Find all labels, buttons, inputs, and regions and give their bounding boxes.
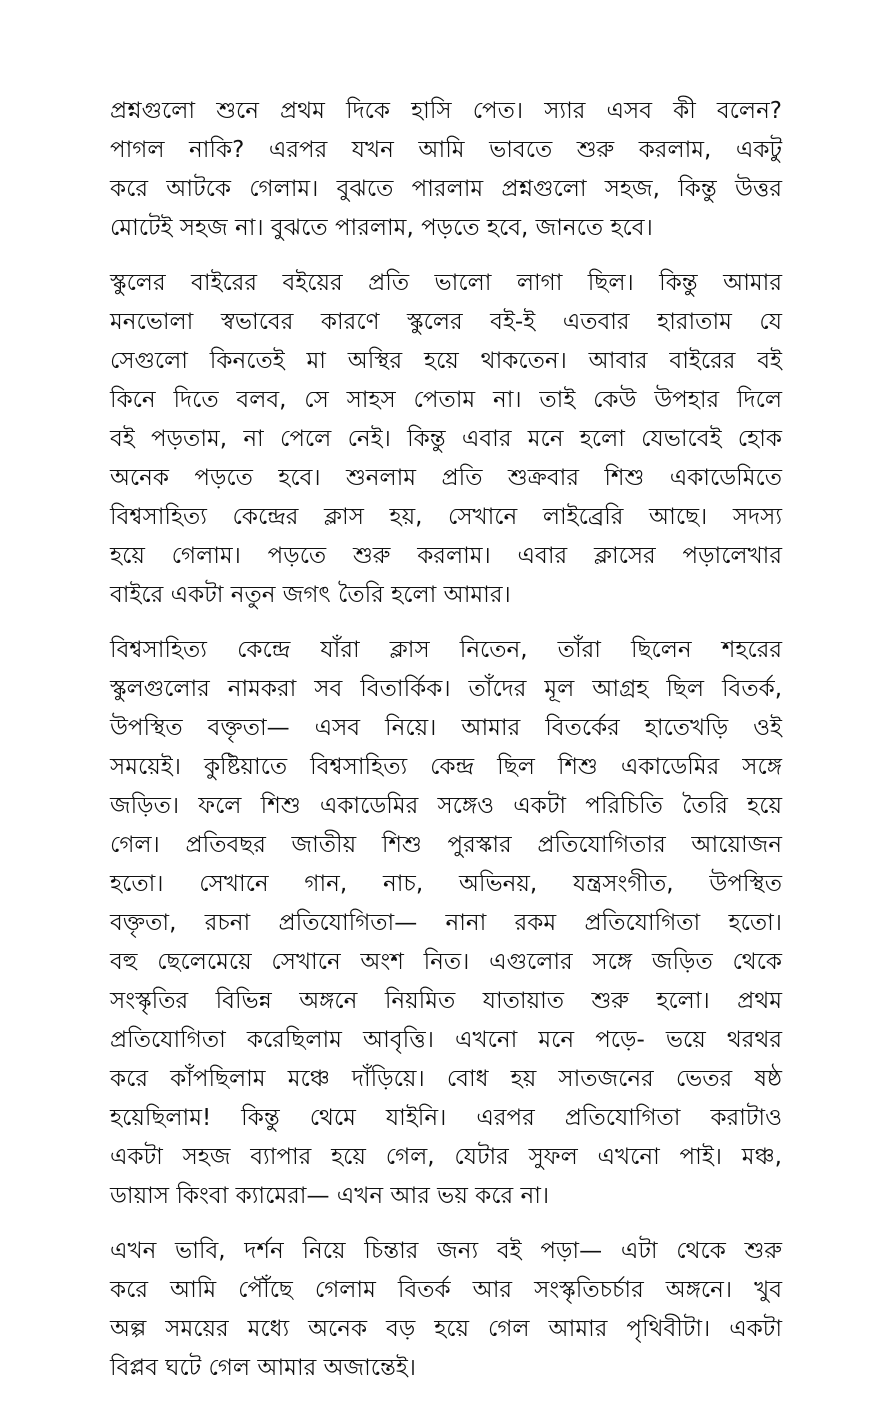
text-line: করে আমি পৌঁছে গেলাম বিতর্ক আর সংস্কৃতিচর্চার অঙ্গনে। খুব bbox=[110, 1277, 782, 1303]
text-line: গেল। প্রতিবছর জাতীয় শিশু পুরস্কার প্রতিযোগিতার আয়োজন bbox=[110, 832, 782, 858]
text-line: বিশ্বসাহিত্য কেন্দ্রের ক্লাস হয়, সেখানে লাইব্রেরি আছে। সদস্য bbox=[110, 504, 782, 530]
paragraph-1 bbox=[110, 92, 782, 248]
text-line: হয়েছিলাম! কিন্তু থেমে যাইনি। এরপর প্রতিযোগিতা করাটাও bbox=[110, 1105, 782, 1131]
text-line: মনভোলা স্বভাবের কারণে স্কুলের বই-ই এতবার হারাতাম যে bbox=[110, 309, 782, 335]
text-line: করে আটকে গেলাম। বুঝতে পারলাম প্রশ্নগুলো সহজ, কিন্তু উত্তর bbox=[110, 176, 782, 202]
text-line: হয়ে গেলাম। পড়তে শুরু করলাম। এবার ক্লাসের পড়ালেখার bbox=[110, 543, 782, 569]
text-line: অনেক পড়তে হবে। শুনলাম প্রতি শুক্রবার শিশু একাডেমিতে bbox=[110, 465, 782, 491]
text-line: অল্প সময়ের মধ্যে অনেক বড় হয়ে গেল আমার পৃথিবীটা। একটা bbox=[110, 1316, 782, 1342]
text-line: স্কুলগুলোর নামকরা সব বিতার্কিক। তাঁদের মূল আগ্রহ ছিল বিতর্ক, bbox=[110, 676, 782, 702]
text-line: একটা সহজ ব্যাপার হয়ে গেল, যেটার সুফল এখনো পাই। মঞ্চ, bbox=[110, 1144, 782, 1170]
text-line: বক্তৃতা, রচনা প্রতিযোগিতা— নানা রকম প্রতিযোগিতা হতো। bbox=[110, 910, 782, 936]
text-line: বিশ্বসাহিত্য কেন্দ্রে যাঁরা ক্লাস নিতেন, তাঁরা ছিলেন শহরের bbox=[110, 637, 782, 663]
text-line: সংস্কৃতির বিভিন্ন অঙ্গনে নিয়মিত যাতায়াত শুরু হলো। প্রথম bbox=[110, 988, 782, 1014]
text-line: ডায়াস কিংবা ক্যামেরা— এখন আর ভয় করে না। bbox=[110, 1183, 550, 1209]
text-line: মোটেই সহজ না। বুঝতে পারলাম, পড়তে হবে, জানতে হবে। bbox=[110, 215, 653, 241]
text-line: জড়িত। ফলে শিশু একাডেমির সঙ্গেও একটা পরিচিতি তৈরি হয়ে bbox=[110, 793, 782, 819]
text-line: এখন ভাবি, দর্শন নিয়ে চিন্তার জন্য বই পড়া— এটা থেকে শুরু bbox=[110, 1238, 782, 1264]
text-line: বহু ছেলেমেয়ে সেখানে অংশ নিত। এগুলোর সঙ্গে জড়িত থেকে bbox=[110, 949, 782, 975]
paragraph-2 bbox=[110, 264, 782, 615]
text-line: প্রতিযোগিতা করেছিলাম আবৃত্তি। এখনো মনে পড়ে- ভয়ে থরথর bbox=[110, 1027, 782, 1053]
text-line: হতো। সেখানে গান, নাচ, অভিনয়, যন্ত্রসংগীত, উপস্থিত bbox=[110, 871, 782, 897]
paragraph-4 bbox=[110, 1232, 782, 1388]
text-line: সেগুলো কিনতেই মা অস্থির হয়ে থাকতেন। আবার বাইরের বই bbox=[110, 348, 782, 374]
text-line: বাইরে একটা নতুন জগৎ তৈরি হলো আমার। bbox=[110, 582, 511, 608]
text-line: সময়েই। কুষ্টিয়াতে বিশ্বসাহিত্য কেন্দ্র ছিল শিশু একাডেমির সঙ্গে bbox=[110, 754, 782, 780]
text-line: বই পড়তাম, না পেলে নেই। কিন্তু এবার মনে হলো যেভাবেই হোক bbox=[110, 426, 782, 452]
text-line: কিনে দিতে বলব, সে সাহস পেতাম না। তাই কেউ উপহার দিলে bbox=[110, 387, 782, 413]
text-line: উপস্থিত বক্তৃতা— এসব নিয়ে। আমার বিতর্কের হাতেখড়ি ওই bbox=[110, 715, 782, 741]
text-line: বিপ্লব ঘটে গেল আমার অজান্তেই। bbox=[110, 1355, 417, 1381]
paragraph-3 bbox=[110, 631, 782, 1216]
text-line: করে কাঁপছিলাম মঞ্চে দাঁড়িয়ে। বোধ হয় সাতজনের ভেতর ষষ্ঠ bbox=[110, 1066, 782, 1092]
text-line: পাগল নাকি? এরপর যখন আমি ভাবতে শুরু করলাম, একটু bbox=[110, 137, 782, 163]
page-text bbox=[110, 92, 782, 1404]
text-line: স্কুলের বাইরের বইয়ের প্রতি ভালো লাগা ছিল। কিন্তু আমার bbox=[110, 270, 782, 296]
text-line: প্রশ্নগুলো শুনে প্রথম দিকে হাসি পেত। স্যার এসব কী বলেন? bbox=[110, 98, 782, 124]
